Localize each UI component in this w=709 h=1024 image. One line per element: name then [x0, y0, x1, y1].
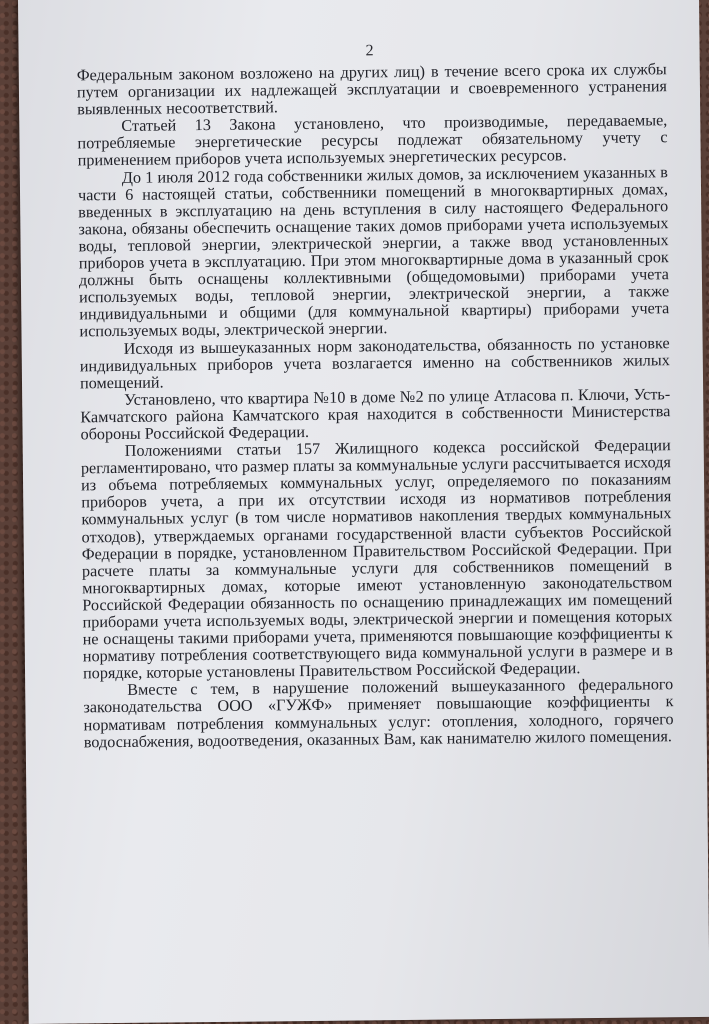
paragraph-article-157: Положениями статьи 157 Жилищного кодекса российской Федерации регламентировано, что размер платы за коммунальные услуги рассчитывается исходя из объема потребляемых коммунальных услуг, определяемого по показаниям приборов учета, а при их отсутствии исходя из нормативов потребления коммунальных услуг (в том числе нормативов накопления твердых коммунальных отходов), утверждаемых органами государственной власти субъектов Российской Федерации в порядке, установленном Правительством Российской Федерации. При расчете платы за коммунальные услуги для собственников помещений в многоквартирных домах, которые имеют установленную законодательством Российской Федерации обязанность по оснащению принадлежащих им помещений приборами учета используемых воды, электрической энергии и помещения которых не оснащены такими приборами учета, применяются повышающие коэффициенты к нормативу потребления соответствующего вида коммунальной услуги в размере и в порядке, которые установлены Правительством Российской Федерации.: [80, 436, 673, 683]
paragraph-apartment-ownership: Установлено, что квартира №10 в доме №2 по улице Атласова п. Ключи, Усть-Камчатского района Камчатского края находится в собственности Министерства обороны Российской Федерации.: [80, 384, 671, 444]
paragraph-deadline-2012: До 1 июля 2012 года собственники жилых домов, за исключением указанных в части 6 настоящей статьи, собственники помещений в многоквартирных домах, введенных в эксплуатацию на день вступления в силу настоящего Федерального закона, обязаны обеспечить оснащение таких домов приборами учета используемых воды, тепловой энергии, электрической энергии, а также ввод установленных приборов учета в эксплуатацию. При этом многоквартирные дома в указанный срок должны быть оснащены коллективными (общедомовыми) приборами учета используемых воды, тепловой энергии, электрической энергии, а также индивидуальными и общими (для коммунальной квартиры) приборами учета используемых воды, электрической энергии.: [77, 162, 670, 341]
document-body: [77, 61, 674, 751]
page-number: 2: [365, 42, 374, 60]
paragraph-article-13: Статьей 13 Закона установлено, что производимые, передаваемые, потребляемые энергетические ресурсы подлежат обязательному учету с применением приборов учета используемых энергетических ресурсов.: [77, 111, 668, 170]
paragraph-owner-obligation: Исходя из вышеуказанных норм законодательства, обязанность по установке индивидуальных приборов учета возлагается именно на собственников жилых помещений.: [79, 333, 670, 393]
paragraph-violation: Вместе с тем, в нарушение положений вышеуказанного федерального законодательства ООО «ГУЖФ» применяет повышающие коэффициенты к нормативам потребления коммунальных услуг: отопления, холодного, горячего водоснабжения, водоотведения, оказанных Вам, как нанимателю жилого помещения.: [83, 675, 674, 752]
document-page: [18, 0, 709, 1024]
paragraph-continuation: Федеральным законом возложено на других лиц) в течение всего срока их службы путем организации их надлежащей эксплуатации и своевременного устранения выявленных несоответствий.: [76, 60, 668, 119]
